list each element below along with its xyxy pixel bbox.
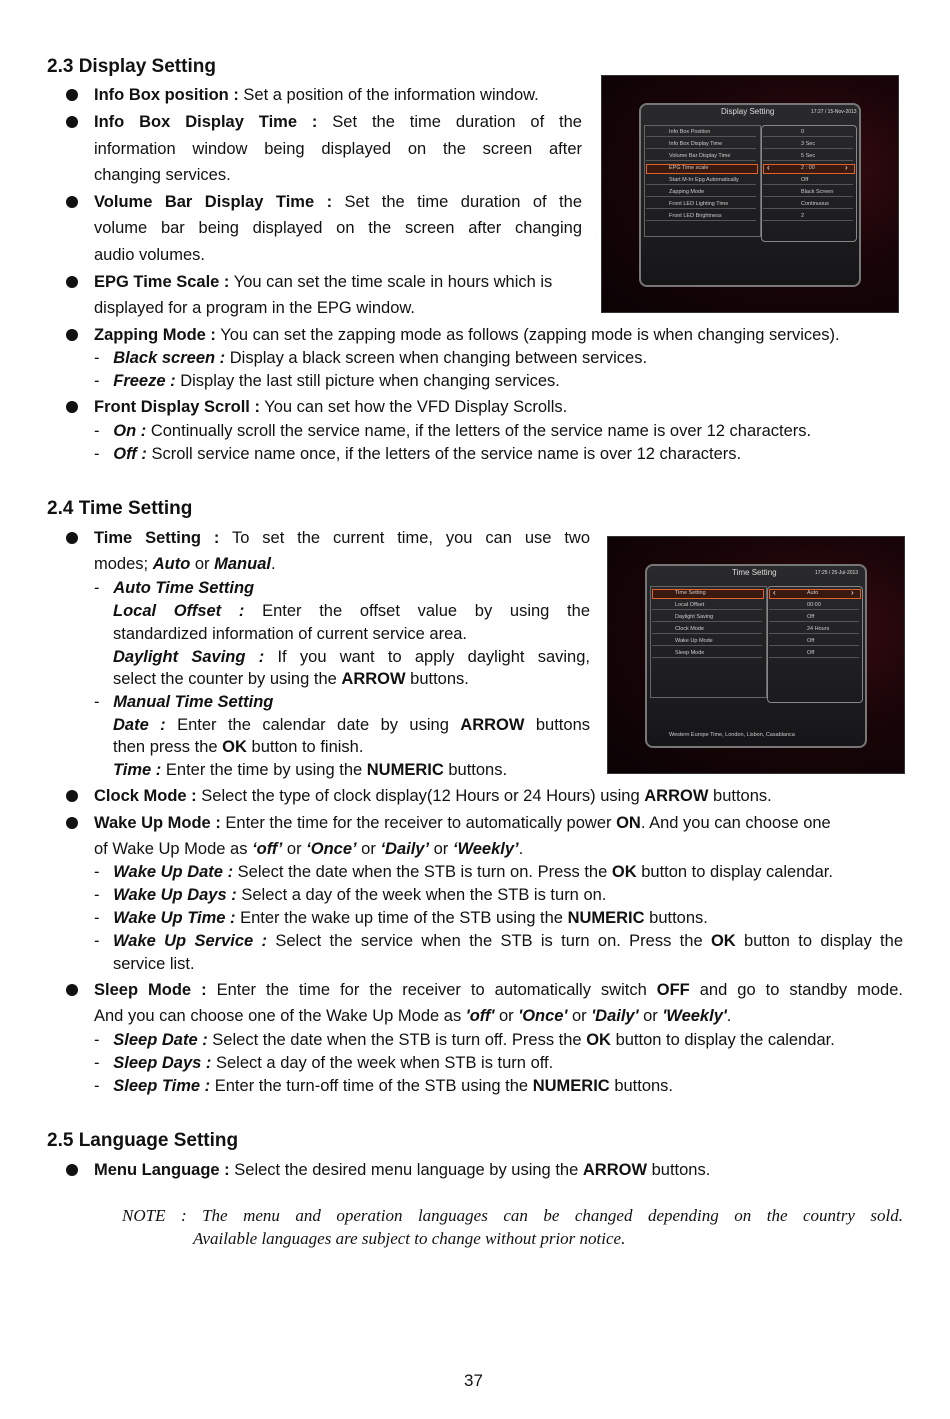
bullet	[66, 329, 78, 341]
section-title-language: 2.5 Language Setting	[47, 1130, 239, 1151]
bullet	[66, 790, 78, 802]
menu-footer-text: Western Europe Time, London, Lisbon, Casablanca	[669, 732, 795, 738]
note-line-1: NOTE : The menu and operation languages can be changed depending on the country sold.	[122, 1206, 903, 1225]
time-setting-item: Time Setting : To set the current time, you can use two	[94, 529, 590, 547]
menu-row-label: EPG Time scale	[669, 165, 709, 171]
info-box-position-item: Info Box position : Set a position of the information window.	[94, 86, 539, 104]
manual-time-setting-heading: - Manual Time Setting	[94, 693, 274, 711]
note-line-2: Available languages are subject to change without prior notice.	[193, 1229, 626, 1248]
chevron-left-icon: ‹	[773, 588, 776, 597]
menu-panel	[645, 564, 867, 748]
wake-up-time-item: - Wake Up Time : Enter the wake up time of the STB using the NUMERIC buttons.	[94, 909, 708, 927]
menu-row-label: Zapping Mode	[669, 189, 705, 195]
page-number: 37	[464, 1371, 483, 1390]
menu-row-value: 0	[801, 129, 805, 135]
sleep-time-item: - Sleep Time : Enter the turn-off time of the STB using the NUMERIC buttons.	[94, 1077, 674, 1095]
time-setting-modes: modes; Auto or Manual.	[94, 555, 276, 573]
menu-row-label: Daylight Saving	[675, 614, 714, 620]
menu-row-value: 2 : 00	[801, 165, 815, 171]
menu-row-label: Front LED Brightness	[669, 213, 722, 219]
bullet	[66, 89, 78, 101]
menu-row-label: Time Setting	[675, 590, 706, 596]
front-display-scroll-item: Front Display Scroll : You can set how the VFD Display Scrolls.	[94, 398, 568, 416]
menu-row-value: 5 Sec	[801, 153, 816, 159]
menu-row-label: Clock Mode	[675, 626, 705, 632]
time-setting-screenshot	[607, 536, 905, 774]
wake-up-days-item: - Wake Up Days : Select a day of the week when the STB is turn on.	[94, 886, 607, 904]
wake-up-service-item-2: service list.	[113, 955, 195, 973]
display-setting-screenshot	[601, 75, 899, 313]
menu-row-label: Local Offset	[675, 602, 705, 608]
local-offset-item: Local Offset : Enter the offset value by using the	[113, 602, 590, 620]
sleep-mode-item: Sleep Mode : Enter the time for the receiver to automatically switch OFF and go to standby mode.	[94, 981, 903, 999]
menu-row-value-box	[763, 212, 853, 221]
wake-up-service-item: Wake Up Service : Select the service when the STB is turn on. Press the OK button to display the	[113, 932, 903, 950]
on-option: - On : Continually scroll the service name, if the letters of the service name is over 12 characters.	[94, 422, 812, 440]
bullet	[66, 196, 78, 208]
menu-title: Time Setting	[732, 568, 777, 577]
daylight-saving-item-2: select the counter by using the ARROW buttons.	[113, 670, 469, 688]
menu-row-label: Front LED Lighting Time	[669, 201, 729, 207]
chevron-right-icon: ›	[845, 163, 848, 172]
wake-up-mode-item-2: of Wake Up Mode as ‘off’ or ‘Once’ or ‘Daily’ or ‘Weekly’.	[94, 840, 524, 858]
zapping-mode-item: Zapping Mode : You can set the zapping mode as follows (zapping mode is when changing services).	[94, 326, 840, 344]
menu-clock: 17:25 / 25-Jul-2013	[815, 570, 859, 576]
menu-row-label: Volume Bar Display Time	[669, 153, 731, 159]
bullet	[66, 401, 78, 413]
menu-panel	[639, 103, 861, 287]
menu-row-label: Wake Up Mode	[675, 638, 713, 644]
section-title-time: 2.4 Time Setting	[47, 498, 193, 519]
off-option: - Off : Scroll service name once, if the letters of the service name is over 12 characters.	[94, 445, 742, 463]
bullet	[66, 817, 78, 829]
menu-title: Display Setting	[721, 107, 775, 116]
wake-up-service-dash: -	[94, 932, 100, 950]
clock-mode-item: Clock Mode : Select the type of clock display(12 Hours or 24 Hours) using ARROW buttons.	[94, 787, 772, 805]
date-item: Date : Enter the calendar date by using ARROW buttons	[113, 716, 590, 734]
menu-row-value-box	[763, 128, 853, 137]
freeze-option: - Freeze : Display the last still picture when changing services.	[94, 372, 560, 390]
menu-row	[652, 601, 762, 610]
black-screen-option: - Black screen : Display a black screen when changing between services.	[94, 349, 648, 367]
menu-clock: 17:27 / 15-Nov-2013	[811, 109, 857, 115]
sleep-date-item: - Sleep Date : Select the date when the STB is turn off. Press the OK button to display the calendar.	[94, 1031, 835, 1049]
menu-row-value: 24 Hours	[807, 626, 830, 632]
menu-language-item: Menu Language : Select the desired menu language by using the ARROW buttons.	[94, 1161, 711, 1179]
bullet	[66, 984, 78, 996]
auto-time-setting-heading: - Auto Time Setting	[94, 579, 255, 597]
menu-row-value: Auto	[807, 590, 819, 596]
menu-row-label: Sleep Mode	[675, 650, 705, 656]
menu-row-value: Continuous	[801, 201, 829, 207]
menu-row-label: Info Box Display Time	[669, 141, 723, 147]
menu-row-value: Off	[801, 177, 809, 183]
bullet	[66, 1164, 78, 1176]
menu-row-value: Black Screen	[801, 189, 834, 195]
date-item-2: then press the OK button to finish.	[113, 738, 364, 756]
menu-row-label: Start M-hr Epg Automatically	[669, 177, 739, 183]
menu-row-value: Off	[807, 650, 815, 656]
sleep-mode-item-2: And you can choose one of the Wake Up Mode as 'off' or 'Once' or 'Daily' or 'Weekly'.	[94, 1007, 732, 1025]
menu-row-label: Info Box Position	[669, 129, 711, 135]
bullet	[66, 532, 78, 544]
time-item: Time : Enter the time by using the NUMERIC buttons.	[113, 761, 508, 779]
section-title-display: 2.3 Display Setting	[47, 56, 216, 77]
local-offset-item-2: standardized information of current service area.	[113, 625, 468, 643]
menu-row-value: Off	[807, 614, 815, 620]
wake-up-date-item: - Wake Up Date : Select the date when the STB is turn on. Press the OK button to display calendar.	[94, 863, 833, 881]
menu-row-value: Off	[807, 638, 815, 644]
bullet	[66, 276, 78, 288]
menu-row	[652, 625, 762, 634]
bullet	[66, 116, 78, 128]
menu-row-value: 00:00	[807, 602, 821, 608]
menu-row-value: 3 Sec	[801, 141, 816, 147]
wake-up-mode-item: Wake Up Mode : Enter the time for the receiver to automatically power ON. And you can choose one	[94, 814, 831, 832]
daylight-saving-item: Daylight Saving : If you want to apply daylight saving,	[113, 648, 590, 666]
menu-row	[652, 589, 764, 599]
menu-row-value: 2	[801, 213, 805, 219]
sleep-days-item: - Sleep Days : Select a day of the week when STB is turn off.	[94, 1054, 554, 1072]
chevron-left-icon: ‹	[767, 163, 770, 172]
menu-row	[652, 649, 762, 658]
chevron-right-icon: ›	[851, 588, 854, 597]
